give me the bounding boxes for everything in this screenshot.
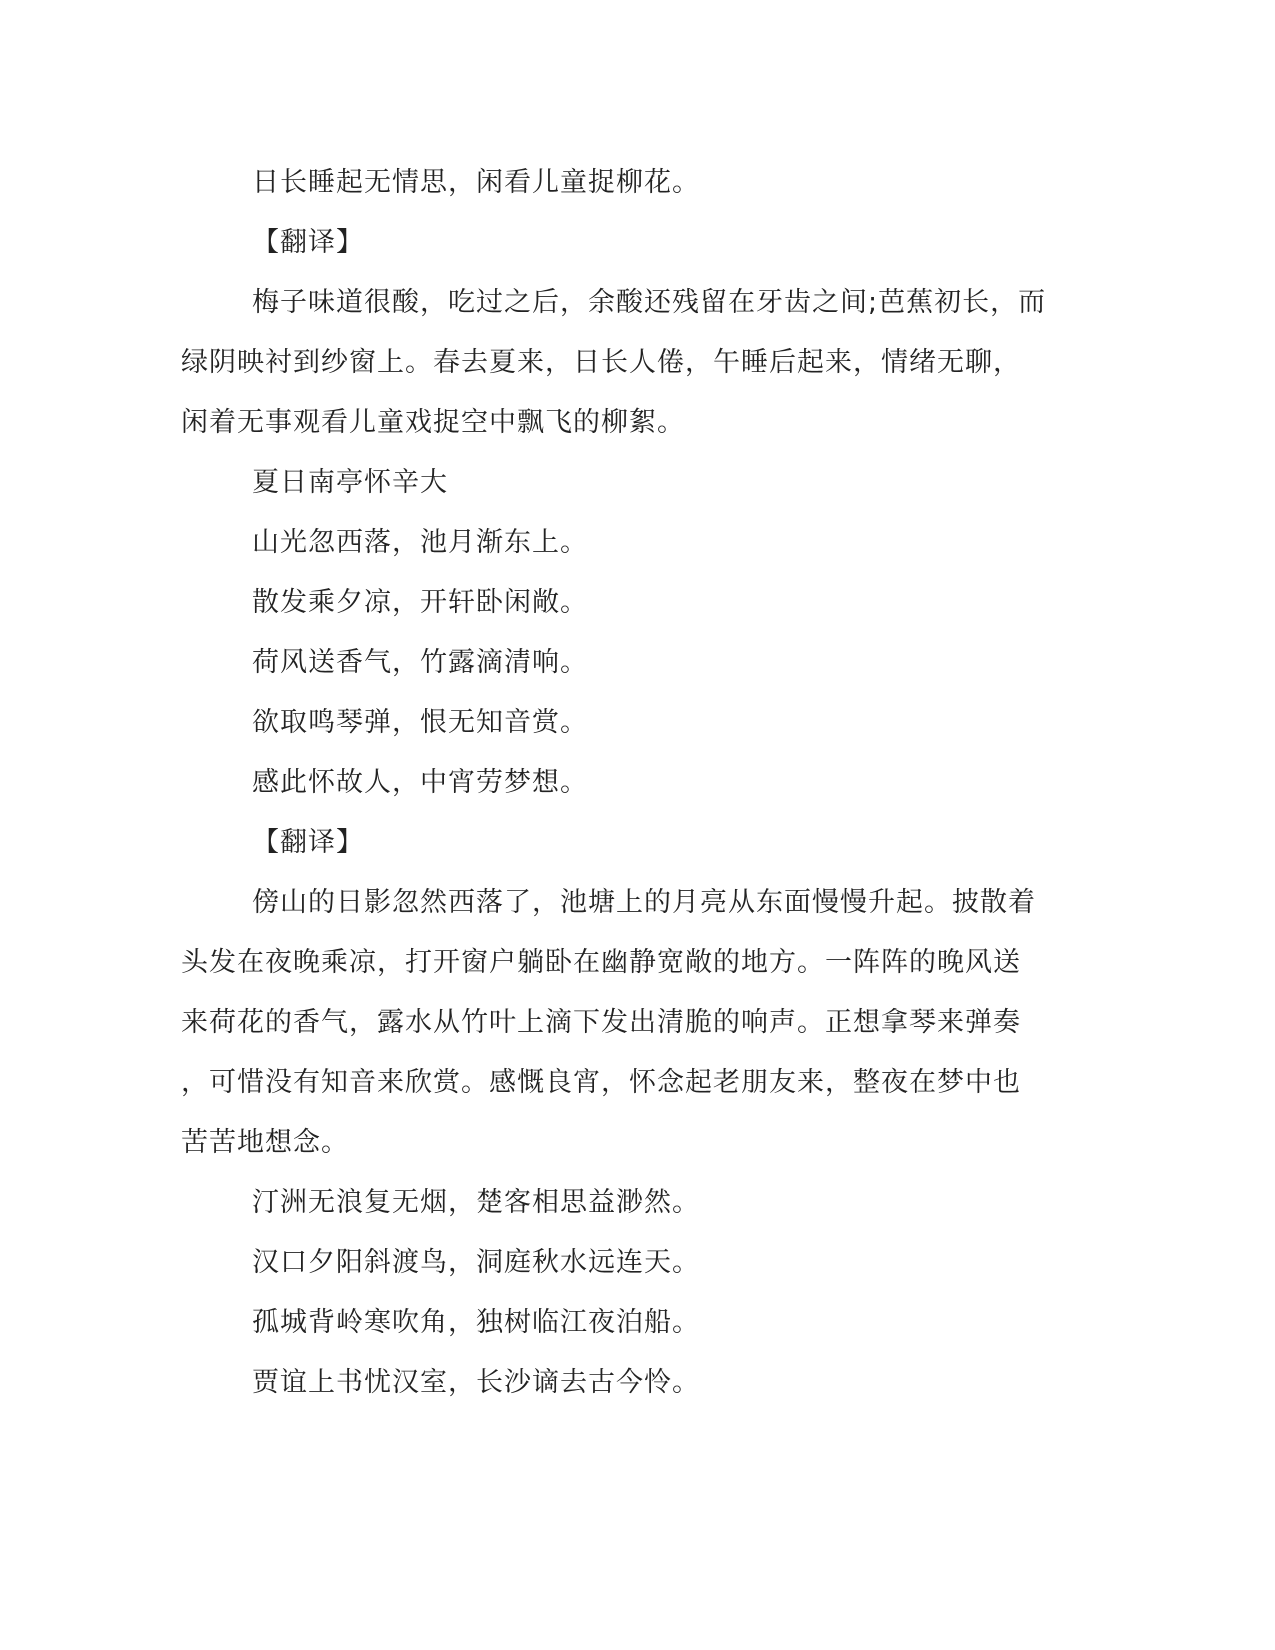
poem-line: 汀洲无浪复无烟，楚客相思益渺然。 — [252, 1187, 700, 1218]
translation-paragraph-line: 苦苦地想念。 — [181, 1127, 349, 1158]
poem-line: 孤城背岭寒吹角，独树临江夜泊船。 — [252, 1307, 700, 1338]
translation-paragraph-line: 闲着无事观看儿童戏捉空中飘飞的柳絮。 — [181, 407, 685, 438]
poem-line: 日长睡起无情思，闲看儿童捉柳花。 — [252, 167, 700, 198]
translation-paragraph-line: ，可惜没有知音来欣赏。感慨良宵，怀念起老朋友来，整夜在梦中也 — [181, 1067, 1021, 1098]
poem-line: 山光忽西落，池月渐东上。 — [252, 527, 588, 558]
poem-line: 感此怀故人，中宵劳梦想。 — [252, 767, 588, 798]
poem-line: 欲取鸣琴弹，恨无知音赏。 — [252, 707, 588, 738]
poem-line: 荷风送香气，竹露滴清响。 — [252, 647, 588, 678]
translation-paragraph-line: 绿阴映衬到纱窗上。春去夏来，日长人倦，午睡后起来，情绪无聊， — [181, 347, 1021, 378]
translation-paragraph-line: 来荷花的香气，露水从竹叶上滴下发出清脆的响声。正想拿琴来弹奏 — [181, 1007, 1021, 1038]
poem-line: 散发乘夕凉，开轩卧闲敞。 — [252, 587, 588, 618]
poem-line: 汉口夕阳斜渡鸟，洞庭秋水远连天。 — [252, 1247, 700, 1278]
translation-heading: 【翻译】 — [252, 827, 364, 858]
translation-paragraph-line: 傍山的日影忽然西落了，池塘上的月亮从东面慢慢升起。披散着 — [252, 887, 1036, 918]
document-body — [181, 153, 1047, 1413]
translation-paragraph-line: 头发在夜晚乘凉，打开窗户躺卧在幽静宽敞的地方。一阵阵的晚风送 — [181, 947, 1021, 978]
poem-title: 夏日南亭怀辛大 — [252, 467, 448, 498]
translation-paragraph-line: 梅子味道很酸，吃过之后，余酸还残留在牙齿之间;芭蕉初长，而 — [252, 287, 1047, 318]
translation-heading: 【翻译】 — [252, 227, 364, 258]
poem-line: 贾谊上书忧汉室，长沙谪去古今怜。 — [252, 1367, 700, 1398]
